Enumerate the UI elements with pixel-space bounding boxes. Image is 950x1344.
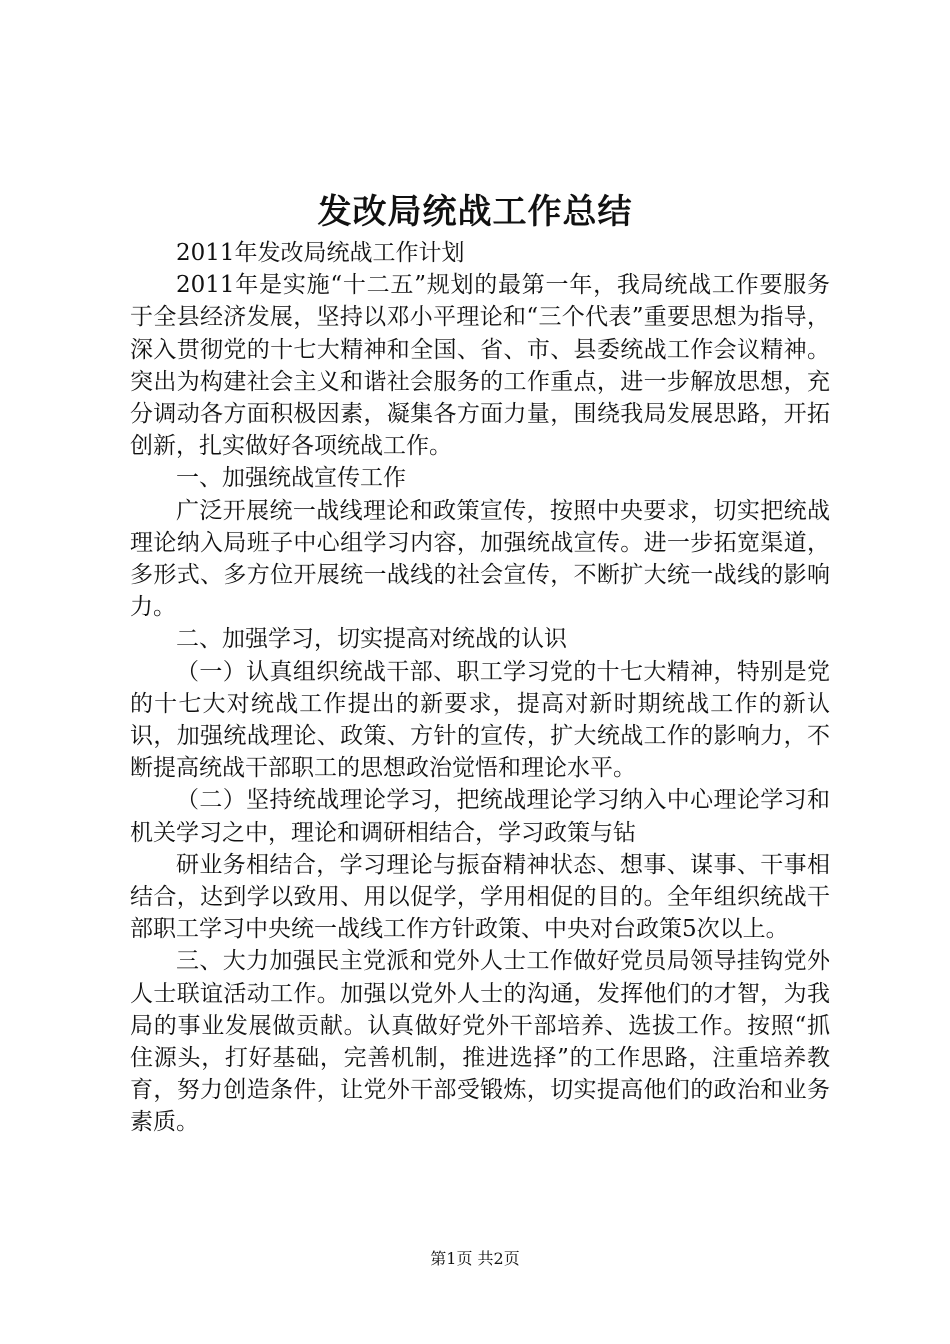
paragraph-plan-heading: 2011年发改局统战工作计划 [176,240,465,266]
paragraph-item-2: （二）坚持统战理论学习，把统战理论学习纳入中心理论学习和机关学习之中，理论和调研相结合，学习政策与钻 [130,787,830,846]
document-title: 发改局统战工作总结 [317,192,633,232]
paragraph-section-3: 三、大力加强民主党派和党外人士工作做好党员局领导挂钩党外人士联谊活动工作。加强以党外人士的沟通，发挥他们的才智，为我局的事业发展做贡献。认真做好党外干部培养、选拔工作。按照“抓住源头，打好基础，完善机制，推进选择”的工作思路，注重培养教育，努力创造条件，让党外干部受锻炼，切实提高他们的政治和业务素质。 [130,948,830,1136]
paragraph-section-1: 广泛开展统一战线理论和政策宣传，按照中央要求，切实把统战理论纳入局班子中心组学习内容，加强统战宣传。进一步拓宽渠道，多形式、多方位开展统一战线的社会宣传，不断扩大统一战线的影响力。 [130,497,830,621]
page-footer: 第1页 共2页 [430,1249,520,1268]
paragraph-item-2-continued: 研业务相结合，学习理论与振奋精神状态、想事、谋事、干事相结合，达到学以致用、用以促学，学用相促的目的。全年组织统战干部职工学习中央统一战线工作方针政策、中央对台政策5次以上。 [130,851,830,943]
section-heading-1: 一、加强统战宣传工作 [176,465,406,492]
paragraph-intro: 2011年是实施“十二五”规划的最第一年，我局统战工作要服务于全县经济发展，坚持以邓小平理论和“三个代表”重要思想为指导，深入贯彻党的十七大精神和全国、省、市、县委统战工作会议精神。突出为构建社会主义和谐社会服务的工作重点，进一步解放思想，充分调动各方面积极因素，凝集各方面力量，围绕我局发展思路，开拓创新，扎实做好各项统战工作。 [130,272,830,460]
paragraph-item-1: （一）认真组织统战干部、职工学习党的十七大精神，特别是党的十七大对统战工作提出的新要求，提高对新时期统战工作的新认识，加强统战理论、政策、方针的宣传，扩大统战工作的影响力，不断提高统战干部职工的思想政治觉悟和理论水平。 [130,658,830,782]
section-heading-2: 二、加强学习，切实提高对统战的认识 [176,626,567,653]
document-body [130,237,830,1139]
